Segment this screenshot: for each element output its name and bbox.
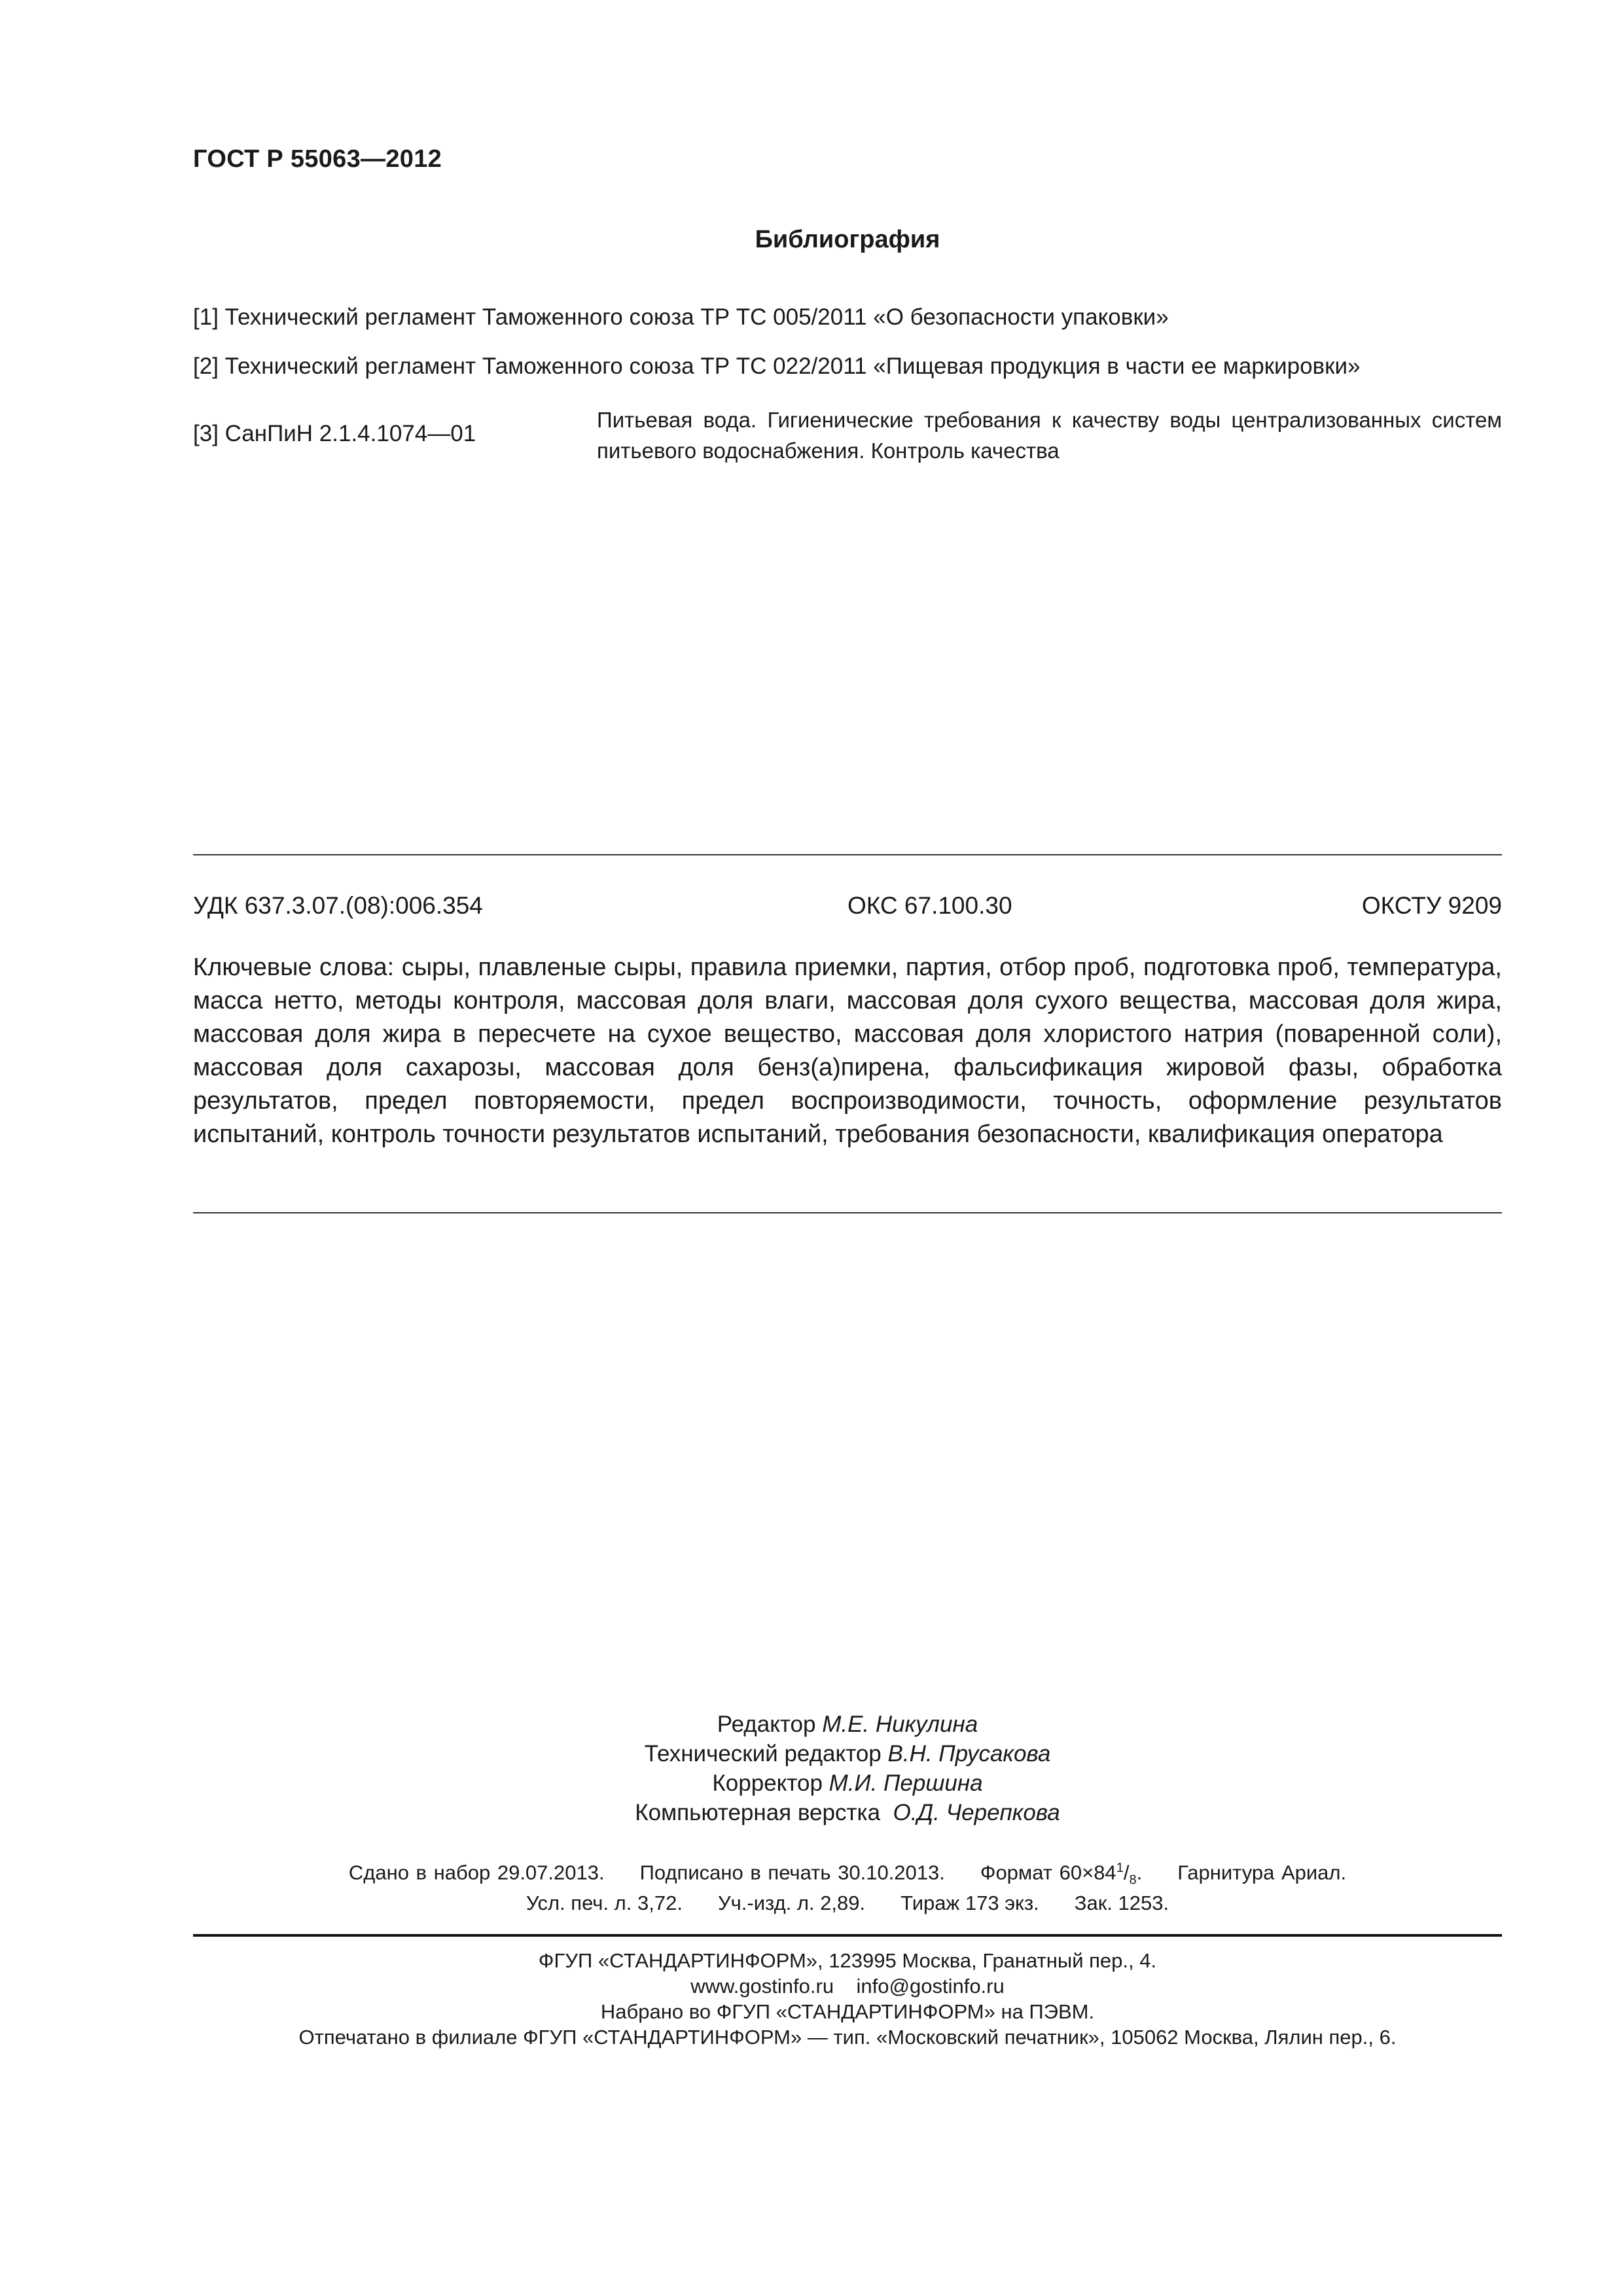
- tech-editor-line: Технический редактор В.Н. Прусакова: [644, 1741, 1051, 1767]
- editor-line: Редактор М.Е. Никулина: [717, 1712, 978, 1737]
- bibliography-ref-3-description: Питьевая вода. Гигиенические требования к качеству воды централизованных систем питьевого водоснабжения. Контроль качества: [597, 408, 1502, 463]
- udk-code: УДК 637.3.07.(08):006.354: [193, 892, 483, 919]
- publisher-typeset: Набрано во ФГУП «СТАНДАРТИНФОРМ» на ПЭВМ.: [600, 2000, 1095, 2023]
- standard-number: ГОСТ Р 55063—2012: [193, 145, 442, 173]
- layout-line: Компьютерная верстка О.Д. Черепкова: [635, 1800, 1060, 1825]
- oks-code: ОКС 67.100.30: [847, 892, 1012, 919]
- corrector-line: Корректор М.И. Першина: [712, 1770, 983, 1796]
- bibliography-ref-3-label: [3] СанПиН 2.1.4.1074—01: [193, 421, 476, 446]
- publisher-address: ФГУП «СТАНДАРТИНФОРМ», 123995 Москва, Гранатный пер., 4.: [538, 1949, 1157, 1972]
- divider-publisher: [193, 1934, 1502, 1937]
- okstu-code: ОКСТУ 9209: [1361, 892, 1502, 919]
- bibliography-ref-1: [1] Технический регламент Таможенного союза ТР ТС 005/2011 «О безопасности упаковки»: [193, 304, 1169, 330]
- bibliography-ref-2: [2] Технический регламент Таможенного союза ТР ТС 022/2011 «Пищевая продукция в части ее маркировки»: [193, 353, 1361, 379]
- publisher-contacts: [193, 1975, 1502, 1998]
- publisher-printed: Отпечатано в филиале ФГУП «СТАНДАРТИНФОРМ» — тип. «Московский печатник», 105062 Москва, Лялин пер., 6.: [298, 2026, 1397, 2049]
- editors-block: [497, 1710, 1198, 1827]
- publisher-email: info@gostinfo.ru: [856, 1975, 1005, 1998]
- print-info-line-2: Усл. печ. л. 3,72. Уч.-изд. л. 2,89. Тираж 173 экз. Зак. 1253.: [526, 1892, 1169, 1914]
- classification-row: [193, 892, 1502, 920]
- divider-keywords: [193, 1212, 1502, 1213]
- keywords-paragraph: Ключевые слова: сыры, плавленые сыры, правила приемки, партия, отбор проб, подготовка проб, температура, масса нетто, методы контроля, массовая доля влаги, массовая доля сухого вещества, массовая доля жира, массовая доля жира в пересчете на сухое вещество, массовая доля хлористого натрия (поваренной соли), массовая доля сахарозы, массовая доля бенз(а)пирена, фальсификация жировой фазы, обработка результатов, предел повторяемости, предел воспроизводимости, точность, оформление результатов испытаний, контроль точности результатов испытаний, требования безопасности, квалификация оператора: [193, 954, 1502, 1148]
- divider-top: [193, 854, 1502, 855]
- bibliography-title: Библиография: [755, 226, 940, 253]
- publisher-website: www.gostinfo.ru: [690, 1975, 834, 1998]
- print-info-line-1: Сдано в набор 29.07.2013. Подписано в печать 30.10.2013. Формат $60\times 84^1/_8$. Гарнитура Ариал.: [348, 1861, 1347, 1888]
